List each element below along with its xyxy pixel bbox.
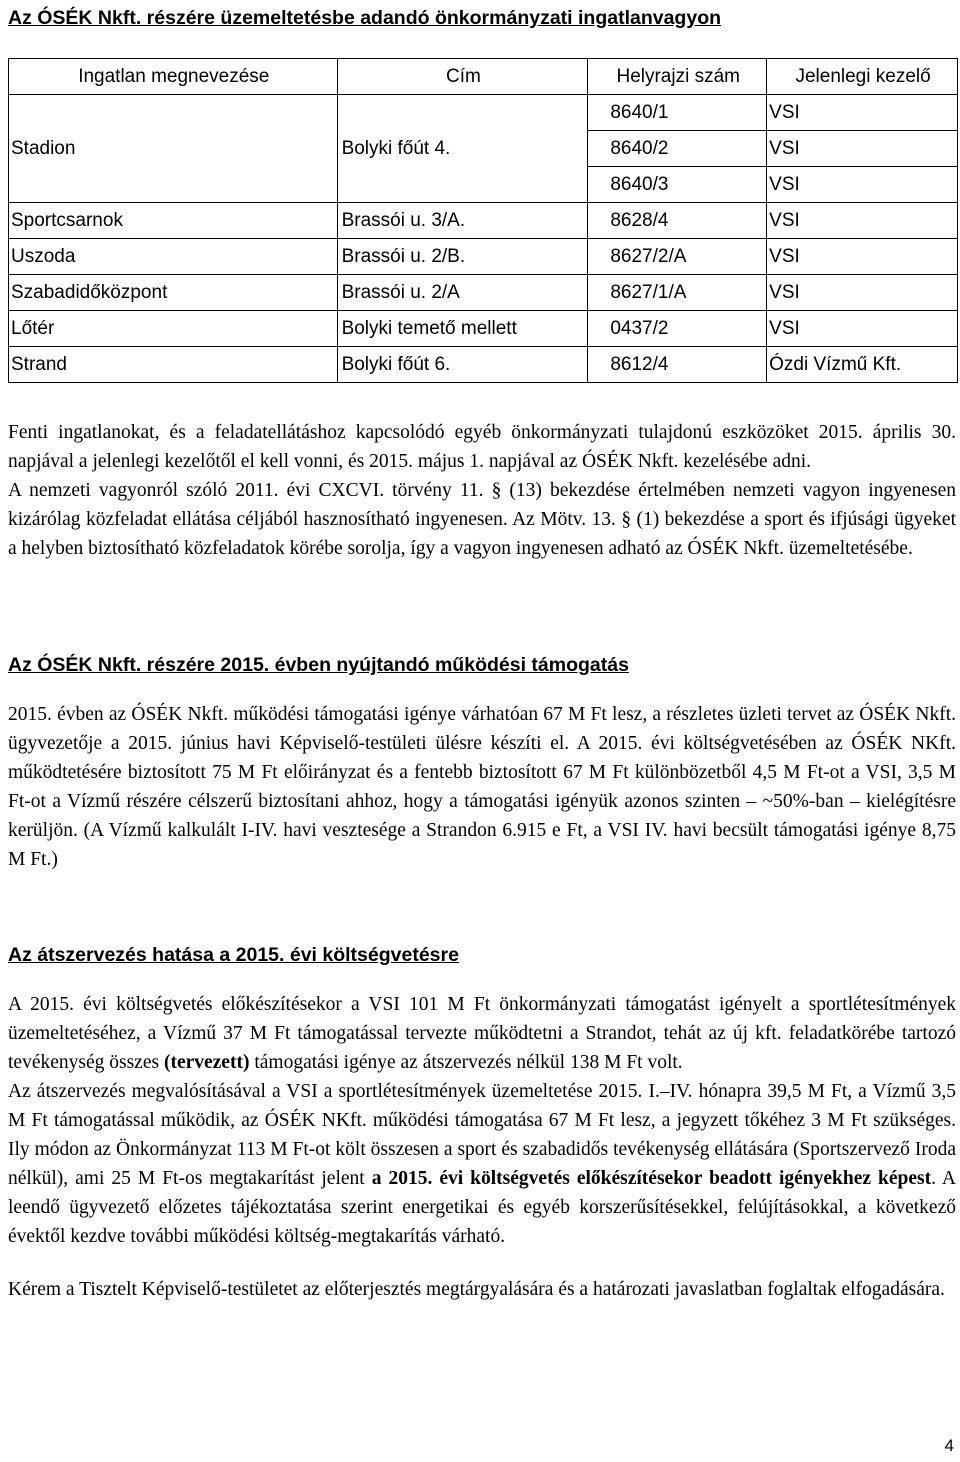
paragraph: Fenti ingatlanokat, és a feladatellátáshoz kapcsolódó egyéb önkormányzati tulajdonú eszközöket 2015. április 30. napjával a jelenlegi kezelőtől el kell vonni, és 2015. május 1. napjával az ÓSÉK Nkft. kezelésébe adni. (8, 422, 956, 472)
parcel-cell: 8627/2/A (588, 239, 767, 275)
text-run: Az átszervezés megvalósításával a VSI a sportlétesítmények üzemeltetése 2015. I.–IV. hónapra 39,5 M Ft, a Vízmű 3,5 M Ft támogatással működik, az ÓSÉK NKft. működési támogatása 67 M Ft lesz, a jegyzett tőkéhez 3 M Ft szükséges. Ily módon az Önkormányzat 113 M Ft-ot költ összesen a sport és szabadidős tevékenység ellátására (Sportszervező Iroda nélkül), ami 25 M Ft-os megtakarítást jelent (8, 1081, 956, 1189)
address-cell: Bolyki főút 4. (337, 95, 588, 203)
text-run-bold: a 2015. évi költségvetés előkészítésekor beadott igényekhez képest (371, 1168, 932, 1189)
address-cell: Brassói u. 2/B. (337, 239, 588, 275)
property-name-cell: Sportcsarnok (9, 203, 338, 239)
text-run: A 2015. évi költségvetés előkészítésekor a VSI 101 M Ft önkormányzati támogatást igényelt a sportlétesítmények üzemeltetéséhez, a Vízmű 37 M Ft támogatással tervezte működtetni a Strandot, tehát az új kft. feladatkörébe tartozó tevékenység összes (8, 994, 956, 1073)
table-row (9, 311, 958, 347)
column-header: Helyrajzi szám (588, 59, 767, 95)
property-name-cell: Stadion (9, 95, 338, 203)
manager-cell: VSI (767, 203, 958, 239)
paragraph: Kérem a Tisztelt Képviselő-testületet az előterjesztés megtárgyalására és a határozati javaslatban foglaltak elfogadására. (8, 1279, 945, 1300)
support-section (8, 651, 956, 874)
paragraph (8, 1077, 956, 1251)
manager-cell: VSI (767, 95, 958, 131)
parcel-cell: 8628/4 (588, 203, 767, 239)
parcel-cell: 8640/1 (588, 95, 767, 131)
table-row (9, 347, 958, 383)
column-header: Cím (337, 59, 588, 95)
parcel-cell: 8640/2 (588, 131, 767, 167)
table-header-row (9, 59, 958, 95)
manager-cell: VSI (767, 311, 958, 347)
manager-cell: VSI (767, 167, 958, 203)
parcel-cell: 8640/3 (588, 167, 767, 203)
section-title: Az ÓSÉK Nkft. részére 2015. évben nyújtandó működési támogatás (8, 654, 629, 676)
table-row (9, 275, 958, 311)
parcel-cell: 8612/4 (588, 347, 767, 383)
paragraph: A nemzeti vagyonról szóló 2011. évi CXCVI. törvény 11. § (13) bekezdése értelmében nemzeti vagyon ingyenesen kizárólag közfeladat ellátása céljából hasznosítható ingyenesen. Az Mötv. 13. § (1) bekezdése a sport és ifjúsági ügyeket a helyben biztosítható közfeladatok körébe sorolja, így a vagyon ingyenesen adható az ÓSÉK Nkft. üzemeltetésébe. (8, 480, 956, 559)
column-header: Jelenlegi kezelő (767, 59, 958, 95)
property-name-cell: Strand (9, 347, 338, 383)
section-title: Az átszervezés hatása a 2015. évi költségvetésre (8, 944, 459, 966)
page-heading: Az ÓSÉK Nkft. részére üzemeltetésbe adandó önkormányzati ingatlanvagyon (8, 7, 722, 29)
manager-cell: VSI (767, 239, 958, 275)
table-row (9, 95, 958, 131)
text-run: . A leendő ügyvezető előzetes tájékoztatása szerint energetikai és egyéb korszerűsítésekkel, felújításokkal, a következő évektől kezdve további működési költség-megtakarítás várható. (8, 1168, 956, 1247)
manager-cell: VSI (767, 275, 958, 311)
text-run-bold: (tervezett) (163, 1052, 250, 1073)
address-cell: Bolyki főút 6. (337, 347, 588, 383)
parcel-cell: 0437/2 (588, 311, 767, 347)
manager-cell: Ózdi Vízmű Kft. (767, 347, 958, 383)
table-row (9, 203, 958, 239)
text-run: támogatási igénye az átszervezés nélkül 138 M Ft volt. (249, 1052, 683, 1073)
paragraph: 2015. évben az ÓSÉK Nkft. működési támogatási igénye várhatóan 67 M Ft lesz, a részletes üzleti tervet az ÓSÉK Nkft. ügyvezetője a 2015. június havi Képviselő-testületi ülésre készíti el. A 2015. évi költségvetésében az ÓSÉK NKft. működtetésére biztosított 75 M Ft előirányzat és a fentebb biztosított 67 M Ft különbözetből 4,5 M Ft-ot a VSI, 3,5 M Ft-ot a Vízmű részére célszerű biztosítani ahhoz, hogy a támogatási igényük azonos szinten – ~50%-ban – kielégítésre kerüljön. (A Vízmű kalkulált I-IV. havi vesztesége a Strandon 6.915 e Ft, a VSI IV. havi becsült támogatási igénye 8,75 M Ft.) (8, 704, 956, 870)
column-header: Ingatlan megnevezése (9, 59, 338, 95)
paragraph (8, 990, 956, 1077)
budget-section (8, 941, 956, 1304)
property-name-cell: Szabadidőközpont (9, 275, 338, 311)
address-cell: Brassói u. 3/A. (337, 203, 588, 239)
property-name-cell: Uszoda (9, 239, 338, 275)
page-number: 4 (944, 1436, 954, 1455)
intro-text (8, 418, 956, 563)
address-cell: Brassói u. 2/A (337, 275, 588, 311)
parcel-cell: 8627/1/A (588, 275, 767, 311)
table-row (9, 239, 958, 275)
address-cell: Bolyki temető mellett (337, 311, 588, 347)
property-name-cell: Lőtér (9, 311, 338, 347)
document-page (8, 0, 956, 1300)
property-table (8, 58, 958, 383)
manager-cell: VSI (767, 131, 958, 167)
